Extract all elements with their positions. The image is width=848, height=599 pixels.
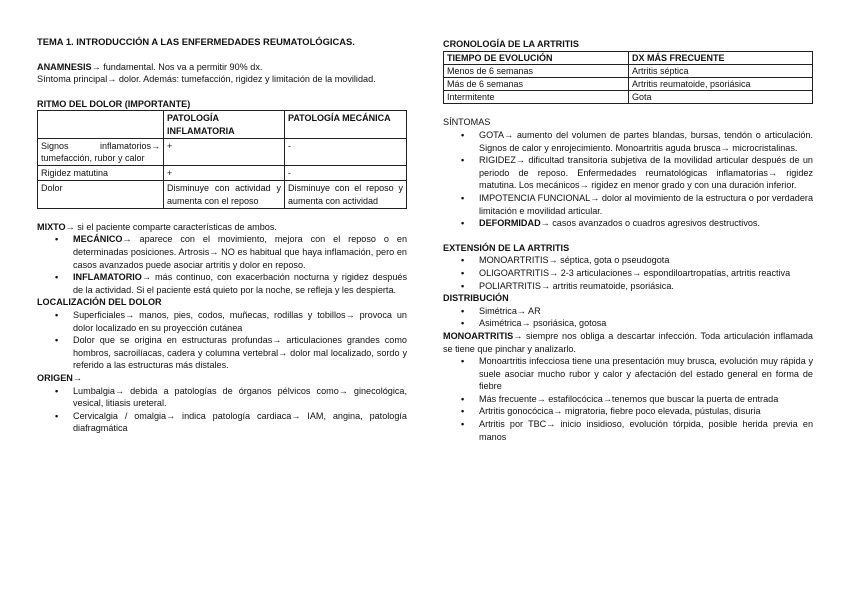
right-column <box>443 38 813 443</box>
ritmo-title: RITMO DEL DOLOR (IMPORTANTE) <box>37 98 191 109</box>
sintomas-title: SÍNTOMAS <box>443 117 491 128</box>
sintoma-paragraph: Síntoma principal→ dolor. Además: tumefacción, rigidez y limitación de la movilidad. <box>37 74 376 85</box>
origen-title: ORIGEN→ <box>37 372 82 383</box>
anamnesis-text: fundamental. Nos va a permitir 90% dx. <box>100 61 263 72</box>
mono-paragraph <box>443 330 813 355</box>
bullet-icon: • <box>461 130 465 140</box>
list-item <box>443 217 813 230</box>
origen-list <box>37 385 407 435</box>
list-item-text: POLIARTRITIS→ artritis reumatoide, psoriásica. <box>479 280 674 291</box>
table-row <box>444 78 813 91</box>
table-row <box>38 138 407 165</box>
list-item-text: RIGIDEZ→ dificultad transitoria subjetiva de la movilidad articular después de un periodo de reposo. Enfermedades reumatológicas inflamatorias→ rigidez matutina. Los mecánicos→ rigidez en menor grado y con una duración inferior. <box>479 155 813 191</box>
list-item-text: más continuo, con exacerbación nocturna y rigidez después de la actividad. Si el paciente está quieto por la noche, se refleja y les despierta. <box>73 272 407 295</box>
list-item-text: Artritis gonocócica→ migratoria, fiebre poco elevada, pústulas, disuria <box>479 406 761 417</box>
list-item-text: Asimétrica→ psoriásica, gotosa <box>479 318 607 329</box>
list-item-text: Dolor que se origina en estructuras profundas→ articulaciones grandes como hombros, sacroilíacas, cadera y columna vertebral→ dolor mal localizado, sordo y referido a las estructuras más distales. <box>73 335 407 371</box>
table-cell: Dolor <box>38 181 164 208</box>
bullet-icon: • <box>461 267 465 278</box>
table-cell: Disminuye con el reposo y aumenta con actividad <box>285 181 407 208</box>
list-item <box>443 280 813 293</box>
table-row <box>38 181 407 208</box>
ritmo-table <box>37 110 407 208</box>
mixto-paragraph <box>37 221 407 234</box>
list-item-text: Simétrica→ AR <box>479 305 541 316</box>
table-header-cell: PATOLOGÍA INFLAMATORIA <box>164 111 285 138</box>
list-item-text: GOTA→ aumento del volumen de partes blandas, bursas, tendón o articulación. Signos de calor y enrojecimiento. Monoartritis aguda brusca→ microcristalinas. <box>479 130 813 153</box>
bullet-icon: • <box>461 218 465 229</box>
bullet-icon: • <box>461 406 465 417</box>
table-cell: + <box>164 138 285 165</box>
list-item-text: Más frecuente→ estafilocócica→tenemos que buscar la puerta de entrada <box>479 393 779 404</box>
bullet-icon: • <box>55 272 59 283</box>
list-item-text: casos avanzados o cuadros agresivos destructivos. <box>549 218 761 229</box>
list-item <box>37 233 407 271</box>
list-item <box>443 418 813 443</box>
table-header-row <box>38 111 407 138</box>
bullet-icon: • <box>461 419 465 430</box>
bullet-icon: • <box>55 385 59 396</box>
list-item <box>443 393 813 406</box>
bullet-icon: • <box>55 234 59 245</box>
bullet-icon: • <box>461 255 465 266</box>
list-item-text: Artritis por TBC→ inicio insidioso, evolución tórpida, posible herida previa en manos <box>479 419 813 442</box>
list-item-text: IMPOTENCIA FUNCIONAL→ dolor al movimiento de la estructura o por verdadera limitación e movilidad articular. <box>479 192 813 216</box>
mono-text: siempre nos obliga a descartar infección. Toda articulación inflamada se tiene que pinchar y analizarlo. <box>443 330 813 354</box>
mono-label: MONOARTRITIS→ <box>443 330 523 341</box>
bullet-icon: • <box>461 318 465 329</box>
list-item <box>443 355 813 393</box>
table-cell: Intermitente <box>444 91 629 104</box>
list-item-text: aparece con el movimiento, mejora con el reposo o en determinadas posiciones. Artrosis→ NO es habitual que haya inflamación, pero en casos avanzados puede asociar artritis y dolor en reposo. <box>73 234 407 270</box>
table-header-cell: PATOLOGÍA MECÁNICA <box>285 111 407 138</box>
mixto-list <box>37 233 407 296</box>
list-item <box>443 254 813 267</box>
list-item <box>37 410 407 435</box>
table-header-cell <box>38 111 164 138</box>
list-item-text: Lumbalgia→ debida a patologías de órganos pélvicos como→ ginecológica, vesical, litiasis ureteral. <box>73 385 407 409</box>
bullet-icon: • <box>461 305 465 316</box>
list-item-label: INFLAMATORIO→ <box>73 272 151 283</box>
bullet-icon: • <box>461 155 465 166</box>
extension-title: EXTENSIÓN DE LA ARTRITIS <box>443 242 570 253</box>
distribucion-title: DISTRIBUCIÓN <box>443 293 509 304</box>
bullet-icon: • <box>55 335 59 346</box>
bullet-icon: • <box>55 410 59 421</box>
left-column <box>37 36 407 435</box>
list-item <box>443 317 813 330</box>
list-item <box>443 192 813 217</box>
bullet-icon: • <box>461 356 465 367</box>
crono-table <box>443 51 813 105</box>
list-item <box>443 305 813 318</box>
list-item <box>37 309 407 334</box>
crono-title: CRONOLOGÍA DE LA ARTRITIS <box>443 39 579 49</box>
list-item-text: Cervicalgia / omalgia→ indica patología cardiaca→ IAM, angina, patología diafragmática <box>73 410 407 434</box>
table-cell: Más de 6 semanas <box>444 78 629 91</box>
list-item-text: MONOARTRITIS→ séptica, gota o pseudogota <box>479 255 670 266</box>
table-cell: Menos de 6 semanas <box>444 64 629 77</box>
list-item-label: DEFORMIDAD→ <box>479 218 550 229</box>
bullet-icon: • <box>461 280 465 291</box>
table-cell: + <box>164 166 285 181</box>
table-cell: - <box>285 166 407 181</box>
list-item-text: OLIGOARTRITIS→ 2-3 articulaciones→ espondiloartropatías, artritis reactiva <box>479 267 791 278</box>
list-item <box>443 129 813 154</box>
anamnesis-label: ANAMNESIS→ <box>37 61 101 72</box>
anamnesis-paragraph <box>37 61 407 74</box>
distribucion-list <box>443 305 813 330</box>
bullet-icon: • <box>461 192 465 203</box>
list-item <box>443 267 813 280</box>
list-item-label: MECÁNICO→ <box>73 234 132 245</box>
bullet-icon: • <box>461 393 465 404</box>
table-cell: Artritis séptica <box>629 64 813 77</box>
mono-list <box>443 355 813 443</box>
sintomas-list <box>443 129 813 230</box>
bullet-icon: • <box>55 309 59 320</box>
table-cell: Disminuye con actividad y aumenta con el reposo <box>164 181 285 208</box>
list-item <box>443 154 813 192</box>
list-item <box>443 405 813 418</box>
table-header-cell: DX MÁS FRECUENTE <box>629 51 813 64</box>
list-item-text: Monoartritis infecciosa tiene una presentación muy brusca, evolución muy rápida y suele asociar mucho rubor y calor y afectación del estado general en forma de fiebre <box>479 356 813 392</box>
localizacion-list <box>37 309 407 372</box>
mixto-text: si el paciente comparte características de ambos. <box>74 221 277 232</box>
list-item-text: Superficiales→ manos, pies, codos, muñecas, rodillas y tobillos→ provoca un dolor localizado en su proyección cutánea <box>73 309 407 333</box>
localizacion-title: LOCALIZACIÓN DEL DOLOR <box>37 297 162 308</box>
table-cell: Rigidez matutina <box>38 166 164 181</box>
table-cell: - <box>285 138 407 165</box>
list-item <box>37 271 407 296</box>
table-row <box>444 64 813 77</box>
mixto-label: MIXTO→ <box>37 221 75 232</box>
table-cell: Gota <box>629 91 813 104</box>
document-title: TEMA 1. INTRODUCCIÓN A LAS ENFERMEDADES REUMATOLÓGICAS. <box>37 36 355 47</box>
table-row <box>38 166 407 181</box>
table-cell: Signos inflamatorios→ tumefacción, rubor y calor <box>38 138 164 165</box>
table-row <box>444 91 813 104</box>
table-cell: Artritis reumatoide, psoriásica <box>629 78 813 91</box>
extension-list <box>443 254 813 292</box>
table-header-row <box>444 51 813 64</box>
table-header-cell: TIEMPO DE EVOLUCIÓN <box>444 51 629 64</box>
list-item <box>37 334 407 372</box>
list-item <box>37 385 407 410</box>
